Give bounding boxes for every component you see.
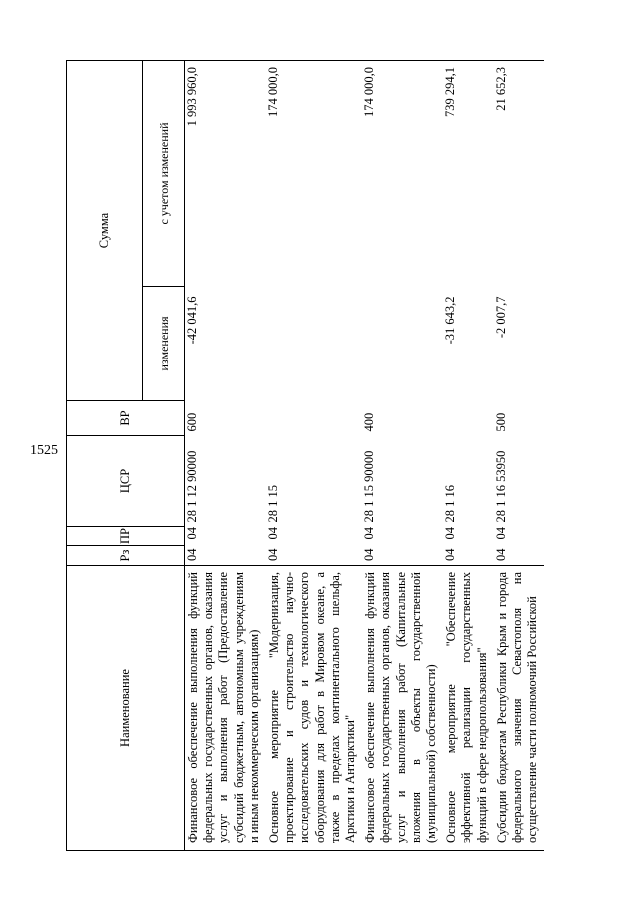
row-vr: 400 — [362, 412, 377, 432]
row-vr: 600 — [185, 412, 199, 432]
row-vr — [443, 401, 494, 436]
row-with-change: 21 652,3 — [494, 61, 545, 287]
row-csr: 28 1 12 90000 — [185, 450, 199, 523]
row-change — [362, 287, 443, 401]
row-change: -31 643,2 — [443, 296, 458, 345]
table-row — [443, 61, 494, 851]
rotated-table-container — [66, 61, 594, 851]
row-name — [443, 566, 494, 851]
table-row — [494, 61, 545, 851]
row-change — [266, 287, 362, 401]
row-name — [266, 566, 362, 851]
row-csr: 28 1 16 — [443, 485, 458, 523]
row-with-change: 1 993 960,0 — [185, 61, 267, 287]
row-pr: 04 — [266, 527, 281, 540]
row-with-change: 174 000,0 — [266, 61, 362, 287]
row-name-text: Основное мероприятие "Обеспечение эффективной реализации государственных функций в сфере недропользования" — [444, 572, 489, 843]
row-pr: 04 — [443, 527, 458, 540]
header-pr: ПР — [67, 527, 185, 546]
row-name-text: Финансовое обеспечение выполнения функций федеральных государственных органов, оказания услуг и выполнения работ (Предоставление субсидий бюджетным, автономным учреждениям и иным некоммерческим организациям) — [186, 572, 261, 843]
page-number: 1525 — [30, 443, 58, 458]
row-vr — [266, 401, 362, 436]
row-csr: 28 1 15 90000 — [362, 450, 377, 523]
table-row — [266, 61, 362, 851]
header-sum: Сумма — [67, 61, 143, 401]
row-name-text: Субсидии бюджетам Республики Крым и города федерального значения Севастополя на осуществление части полномочий Российской — [494, 572, 540, 843]
row-name — [494, 566, 545, 851]
row-with-change: 174 000,0 — [362, 61, 443, 287]
row-name-text: Основное мероприятие "Модернизация, проектирование и строительство научно-исследовательских судов и технологического оборудования для работ в Мировом океане, а также в пределах континентального шельфа, Арктики и Антарктики" — [267, 572, 358, 843]
row-rz: 04 — [185, 548, 199, 561]
row-change: -42 041,6 — [185, 296, 199, 345]
budget-table — [66, 60, 544, 851]
row-pr: 04 — [185, 527, 199, 540]
header-csr: ЦСР — [67, 436, 185, 527]
row-name — [185, 566, 267, 851]
row-vr: 500 — [493, 412, 508, 432]
row-rz: 04 — [266, 548, 281, 561]
table-row — [362, 61, 443, 851]
row-pr: 04 — [493, 527, 508, 540]
header-name: Наименование — [67, 566, 185, 851]
header-vr: ВР — [67, 401, 185, 436]
row-with-change: 739 294,1 — [443, 61, 494, 287]
row-rz: 04 — [443, 548, 458, 561]
header-rz: Рз — [67, 546, 185, 566]
header-with-change: с учетом изменений — [143, 61, 185, 287]
row-csr: 28 1 16 53950 — [493, 450, 508, 523]
row-rz: 04 — [493, 548, 508, 561]
header-change: изменения — [143, 287, 185, 401]
row-rz: 04 — [362, 548, 377, 561]
row-name — [362, 566, 443, 851]
row-change: -2 007,7 — [493, 296, 508, 339]
row-csr: 28 1 15 — [266, 485, 281, 523]
row-name-text: Финансовое обеспечение выполнения функций федеральных государственных органов, оказания услуг и выполнения работ (Капитальные вложения в объекты государственной (муниципальной) собственности) — [363, 572, 439, 843]
row-pr: 04 — [362, 527, 377, 540]
table-row — [185, 61, 267, 851]
